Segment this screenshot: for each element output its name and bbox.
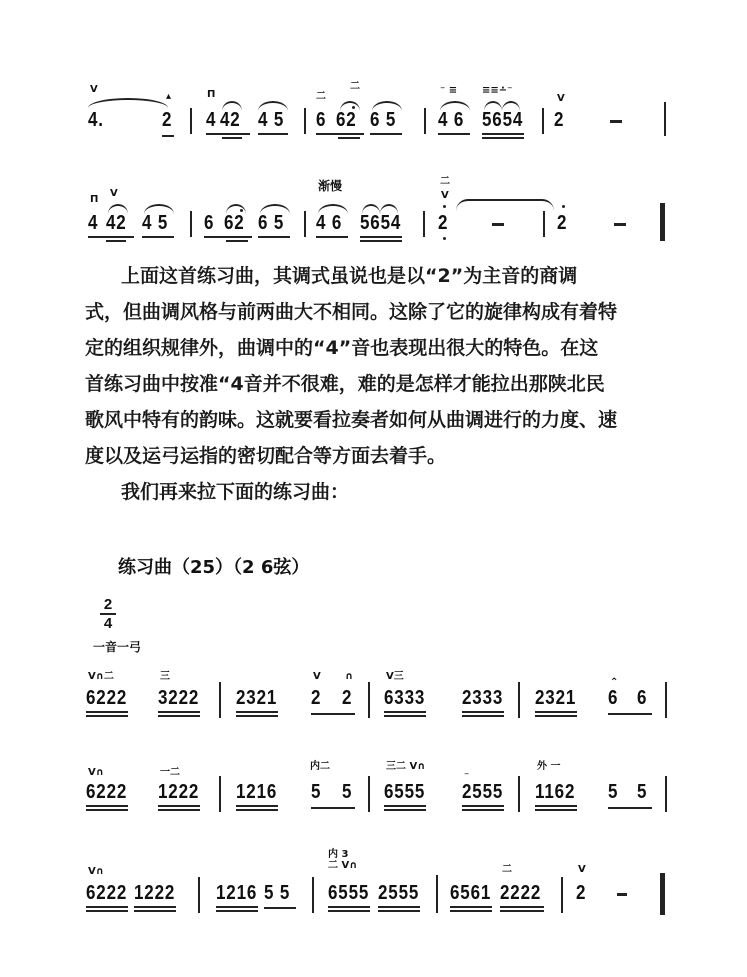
note: 5 [342, 781, 353, 803]
bar-line [368, 682, 370, 718]
bowing-mark: П [90, 194, 99, 205]
underline [216, 910, 258, 912]
underline [462, 715, 504, 717]
note: 6555 [328, 882, 370, 904]
underline [328, 906, 370, 908]
text-line: 上面这首练习曲，其调式虽说也是以“2”为主音的商调 [121, 265, 578, 287]
underline [236, 809, 278, 811]
bar-line [219, 776, 221, 812]
underline [384, 809, 426, 811]
final-bar-line [660, 203, 665, 241]
underline [360, 236, 402, 238]
underline [264, 907, 296, 909]
underline [206, 133, 250, 135]
sustain-dash [614, 223, 626, 226]
underline [158, 715, 200, 717]
exercise-row-1 [0, 668, 747, 728]
bowing-mark: V [578, 864, 586, 875]
note: 1216 [236, 781, 278, 803]
text-line: 式，但曲调风格与前两曲大不相同。这除了它的旋律构成有着特 [85, 301, 618, 323]
notation-staff-2 [0, 175, 747, 235]
bar-line [518, 776, 520, 812]
note: 6222 [86, 882, 128, 904]
bar-line [543, 211, 545, 237]
bowing-mark: V三 [386, 671, 404, 682]
note: 2 [557, 212, 568, 234]
sustain-dash [617, 893, 627, 896]
note: 6333 [384, 687, 426, 709]
text-line: 定的组织规律外，曲调中的“4”音也表现出很大的特色。在这 [85, 337, 599, 359]
note: 2 [311, 687, 322, 709]
underline [236, 715, 278, 717]
underline [338, 137, 360, 139]
time-signature-bottom: 4 [103, 615, 113, 632]
fingering-mark: 外 一 [537, 761, 561, 772]
exercise-title: 练习曲（25）（2 6弦） [118, 557, 310, 578]
underline [86, 906, 128, 908]
bar-line [664, 102, 666, 136]
bar-line [304, 211, 306, 237]
text-line: 我们再来拉下面的练习曲： [121, 481, 350, 503]
text-line: 首练习曲中按准“4音并不很难，难的是怎样才能拉出那陕北民 [85, 373, 605, 395]
note: 6 [204, 212, 215, 234]
note: 2333 [462, 687, 504, 709]
bar-line [304, 108, 306, 134]
bar-line [423, 211, 425, 237]
time-signature [100, 597, 116, 631]
bar-line [436, 875, 438, 913]
note: 2321 [535, 687, 577, 709]
bowing-mark: П [207, 89, 216, 100]
note: 1216 [216, 882, 258, 904]
underline [370, 133, 402, 135]
sustain-dash [610, 120, 622, 123]
underline [438, 133, 470, 135]
underline [258, 236, 290, 238]
underline [86, 715, 128, 717]
note: 1222 [158, 781, 200, 803]
bowing-mark: ∩ [345, 671, 354, 682]
underline [535, 715, 577, 717]
underline [226, 240, 248, 242]
octave-dot [562, 205, 565, 208]
exercise-row-3 [0, 845, 747, 925]
note: 6 5 [370, 109, 397, 131]
underline [316, 236, 348, 238]
underline [158, 711, 200, 713]
note: 3222 [158, 687, 200, 709]
bar-line [219, 682, 221, 718]
note: 1222 [134, 882, 176, 904]
bar-line [542, 108, 544, 134]
underline [384, 711, 426, 713]
note: 2555 [462, 781, 504, 803]
sustain-dash [492, 223, 504, 226]
fingering-mark: 二 [502, 864, 512, 875]
underline [86, 809, 128, 811]
underline [328, 910, 370, 912]
note: 2555 [378, 882, 420, 904]
underline [535, 711, 577, 713]
octave-dot-low [443, 237, 446, 240]
notation-staff-1 [0, 80, 747, 140]
underline [86, 910, 128, 912]
underline [311, 807, 355, 809]
tempo-marking: 渐慢 [318, 179, 343, 193]
underline [204, 236, 252, 238]
note: 2 [162, 109, 173, 131]
bar-line [312, 877, 314, 913]
note: 6 [316, 109, 327, 131]
fingering-mark: 内 3二 V∩ [328, 849, 358, 871]
underline [142, 236, 174, 238]
bar-line [561, 877, 563, 913]
note: 6222 [86, 781, 128, 803]
note: 5 5 [264, 882, 291, 904]
bar-line [190, 211, 192, 237]
fingering-mark: 二 [440, 176, 450, 187]
underline [222, 137, 242, 139]
underline [216, 906, 258, 908]
underline [158, 809, 200, 811]
note: 42 [220, 109, 241, 131]
note: 5 [608, 781, 619, 803]
note: 42 [106, 212, 127, 234]
bowing-mark: V∩ [88, 866, 104, 877]
note: 2 [342, 687, 353, 709]
body-paragraph [85, 258, 675, 510]
note: 4 [88, 212, 99, 234]
note: 5654 [360, 212, 402, 234]
bowing-mark: V∩二 [88, 671, 114, 682]
bowing-mark: V [90, 84, 98, 95]
note: 2 [576, 882, 587, 904]
fingering-mark: ▴ [166, 91, 172, 102]
note: 6 [637, 687, 648, 709]
fingering-mark: 内二 [310, 761, 330, 772]
note: 2321 [236, 687, 278, 709]
underline [236, 711, 278, 713]
fingering-mark: 一二 [160, 767, 180, 778]
fingering-mark: ≡≡∸⁻ [482, 85, 513, 96]
bowing-mark: 三二 V∩ [386, 761, 426, 772]
note: 1162 [535, 781, 576, 803]
text-line: 度以及运弓运指的密切配合等方面去着手。 [85, 445, 447, 467]
fingering-mark: ⌃ [610, 677, 619, 688]
note: 6555 [384, 781, 426, 803]
note: 4 [206, 109, 217, 131]
underline [258, 133, 288, 135]
bar-line [665, 682, 667, 718]
note: 5 [311, 781, 322, 803]
underline [450, 906, 492, 908]
bar-line [665, 776, 667, 812]
octave-dot [352, 106, 355, 109]
underline [608, 713, 652, 715]
note: 5 [637, 781, 648, 803]
underline [384, 805, 426, 807]
underline [106, 240, 126, 242]
underline [360, 240, 402, 242]
underline [88, 236, 134, 238]
bowing-instruction: 一音一弓 [93, 640, 142, 654]
underline [482, 133, 524, 135]
note: 4 6 [316, 212, 343, 234]
underline [535, 809, 577, 811]
bar-line [368, 776, 370, 812]
final-bar-line [660, 873, 665, 915]
underline [535, 805, 577, 807]
underline [311, 713, 355, 715]
slur [88, 98, 168, 108]
underline [378, 906, 420, 908]
note: 4 6 [438, 109, 465, 131]
bar-line [424, 108, 426, 134]
note: 6561 [450, 882, 492, 904]
underline [378, 910, 420, 912]
text-line: 歌风中特有的韵味。这就要看拉奏者如何从曲调进行的力度、速 [85, 409, 618, 431]
note: 4 5 [258, 109, 285, 131]
underline [462, 809, 504, 811]
octave-dot [443, 205, 446, 208]
underline [482, 137, 524, 139]
note: 2222 [500, 882, 542, 904]
note: 6222 [86, 687, 128, 709]
underline [462, 805, 504, 807]
underline [608, 807, 652, 809]
bowing-mark: V [441, 190, 449, 201]
note: 62 [224, 212, 245, 234]
fingering-mark: 三 [160, 671, 170, 682]
underline [86, 711, 128, 713]
note: 6 5 [258, 212, 285, 234]
fingering-mark: 二 [316, 91, 326, 102]
note: 4. [88, 109, 104, 131]
exercise-row-2 [0, 760, 747, 820]
bowing-mark: V [110, 188, 118, 199]
note: 2 [438, 212, 449, 234]
note: 62 [336, 109, 357, 131]
note: 6 [608, 687, 619, 709]
underline [316, 133, 364, 135]
underline [500, 906, 544, 908]
underline [462, 711, 504, 713]
underline [384, 715, 426, 717]
bar-line [190, 108, 192, 134]
fingering-mark: ⁻ [464, 771, 470, 782]
bowing-mark: V [313, 671, 321, 682]
fingering-mark: 二 [350, 81, 360, 92]
underline [236, 805, 278, 807]
underline [86, 805, 128, 807]
underline [134, 906, 176, 908]
time-signature-top: 2 [103, 596, 113, 613]
note: 2 [554, 109, 565, 131]
bowing-mark: V∩ [88, 767, 104, 778]
note: 5654 [482, 109, 524, 131]
bowing-mark: V [557, 93, 565, 104]
note: 4 5 [142, 212, 169, 234]
tie [456, 199, 554, 211]
octave-dot [240, 209, 243, 212]
underline [500, 910, 544, 912]
underline [158, 805, 200, 807]
fingering-mark: ⁻ ≡ [440, 85, 458, 96]
bar-line [518, 682, 520, 718]
bar-line [198, 877, 200, 913]
underline [134, 910, 176, 912]
underline [162, 135, 174, 137]
underline [450, 910, 492, 912]
